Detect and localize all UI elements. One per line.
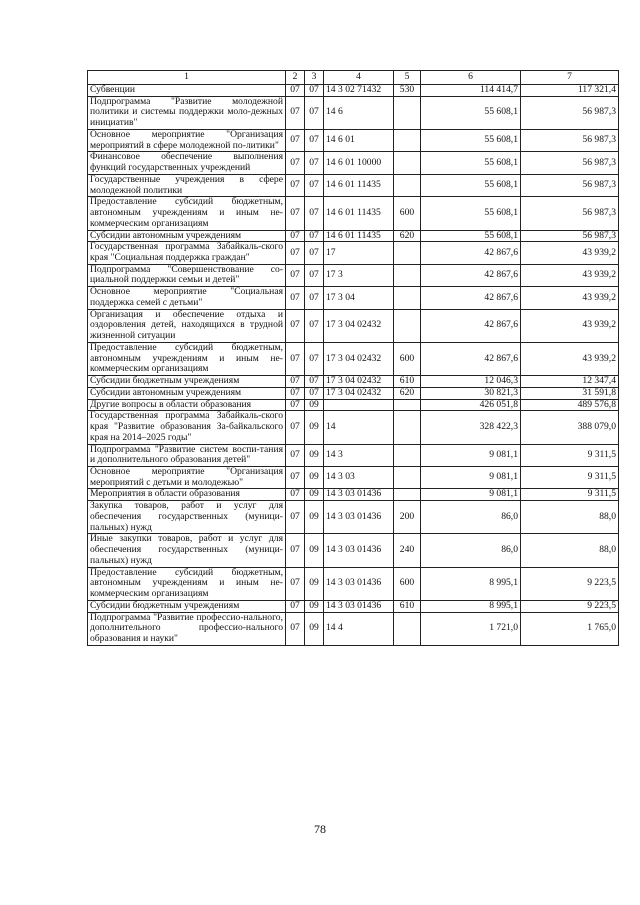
target-article-cell: 17 3 04 02432	[324, 387, 394, 399]
amount-second-year-cell: 43 939,2	[521, 342, 619, 375]
expense-type-cell	[394, 287, 421, 309]
table-row	[88, 264, 619, 286]
row-name-cell: Другие вопросы в области образования	[88, 399, 286, 411]
target-article-cell: 17	[324, 242, 394, 264]
section-code-cell: 07	[286, 387, 305, 399]
expense-type-cell	[394, 96, 421, 129]
row-name-cell: Субсидии автономным учреждениям	[88, 387, 286, 399]
expense-type-cell: 200	[394, 501, 421, 534]
amount-second-year-cell: 1 765,0	[521, 612, 619, 645]
header-cell: 3	[305, 71, 324, 85]
expense-type-cell: 620	[394, 230, 421, 242]
section-code-cell: 07	[286, 399, 305, 411]
row-name-cell: Подпрограмма "Развитие молодежной политики и системы поддержки моло-дежных инициатив"	[88, 96, 286, 129]
table-row	[88, 411, 619, 444]
subsection-code-cell: 07	[305, 197, 324, 230]
table-row	[88, 230, 619, 242]
row-name-cell: Основное мероприятие "Социальная поддержка семей с детьми"	[88, 287, 286, 309]
section-code-cell: 07	[286, 376, 305, 388]
expense-type-cell	[394, 174, 421, 196]
table-row	[88, 242, 619, 264]
amount-first-year-cell: 55 608,1	[421, 230, 521, 242]
section-code-cell: 07	[286, 309, 305, 342]
subsection-code-cell: 07	[305, 264, 324, 286]
amount-second-year-cell: 489 576,8	[521, 399, 619, 411]
expense-type-cell	[394, 489, 421, 501]
subsection-code-cell: 09	[305, 501, 324, 534]
amount-second-year-cell: 117 321,4	[521, 85, 619, 97]
table-row	[88, 197, 619, 230]
amount-second-year-cell: 9 311,5	[521, 489, 619, 501]
target-article-cell: 14 6 01 10000	[324, 152, 394, 174]
target-article-cell: 14 3 03 01436	[324, 567, 394, 600]
section-code-cell: 07	[286, 129, 305, 151]
subsection-code-cell: 09	[305, 612, 324, 645]
row-name-cell: Субсидии автономным учреждениям	[88, 230, 286, 242]
amount-first-year-cell: 55 608,1	[421, 129, 521, 151]
section-code-cell: 07	[286, 612, 305, 645]
table-row	[88, 444, 619, 466]
table-row	[88, 174, 619, 196]
table-row	[88, 342, 619, 375]
expense-type-cell: 530	[394, 85, 421, 97]
table-row	[88, 534, 619, 567]
row-name-cell: Предоставление субсидий бюджетным, автономным учреждениям и иным не-коммерческим организациям	[88, 342, 286, 375]
amount-first-year-cell: 55 608,1	[421, 174, 521, 196]
row-name-cell: Предоставление субсидий бюджетным, автономным учреждениям и иным не-коммерческим организациям	[88, 197, 286, 230]
expense-type-cell: 240	[394, 534, 421, 567]
subsection-code-cell: 09	[305, 567, 324, 600]
expense-type-cell	[394, 264, 421, 286]
header-cell: 5	[394, 71, 421, 85]
table-row	[88, 85, 619, 97]
section-code-cell: 07	[286, 174, 305, 196]
row-name-cell: Государственная программа Забайкаль-ского края "Развитие образования За-байкальского края на 2014–2025 годы"	[88, 411, 286, 444]
subsection-code-cell: 09	[305, 489, 324, 501]
row-name-cell: Основное мероприятие "Организация мероприятий с детьми и молодежью"	[88, 466, 286, 488]
table-row	[88, 501, 619, 534]
amount-second-year-cell: 56 987,3	[521, 197, 619, 230]
amount-second-year-cell: 388 079,0	[521, 411, 619, 444]
section-code-cell: 07	[286, 152, 305, 174]
target-article-cell: 14 3 03 01436	[324, 600, 394, 612]
amount-second-year-cell: 56 987,3	[521, 129, 619, 151]
subsection-code-cell: 07	[305, 129, 324, 151]
row-name-cell: Государственная программа Забайкаль-ского края "Социальная поддержка граждан"	[88, 242, 286, 264]
target-article-cell: 14 3 03 01436	[324, 501, 394, 534]
expense-type-cell: 610	[394, 376, 421, 388]
row-name-cell: Организация и обеспечение отдыха и оздоровления детей, находящихся в трудной жизненной ситуации	[88, 309, 286, 342]
target-article-cell: 14 3	[324, 444, 394, 466]
subsection-code-cell: 07	[305, 309, 324, 342]
target-article-cell	[324, 399, 394, 411]
subsection-code-cell: 07	[305, 376, 324, 388]
amount-first-year-cell: 55 608,1	[421, 152, 521, 174]
amount-second-year-cell: 43 939,2	[521, 242, 619, 264]
target-article-cell: 14 6 01 11435	[324, 197, 394, 230]
budget-table	[87, 70, 619, 646]
row-name-cell: Подпрограмма "Развитие систем воспи-тания и дополнительного образования детей"	[88, 444, 286, 466]
amount-second-year-cell: 12 347,4	[521, 376, 619, 388]
section-code-cell: 07	[286, 489, 305, 501]
amount-first-year-cell: 30 821,3	[421, 387, 521, 399]
amount-first-year-cell: 9 081,1	[421, 489, 521, 501]
amount-first-year-cell: 114 414,7	[421, 85, 521, 97]
table-row	[88, 399, 619, 411]
amount-first-year-cell: 42 867,6	[421, 309, 521, 342]
table-row	[88, 567, 619, 600]
amount-first-year-cell: 9 081,1	[421, 444, 521, 466]
row-name-cell: Мероприятия в области образования	[88, 489, 286, 501]
amount-second-year-cell: 43 939,2	[521, 287, 619, 309]
target-article-cell: 14 6	[324, 96, 394, 129]
section-code-cell: 07	[286, 85, 305, 97]
amount-first-year-cell: 8 995,1	[421, 600, 521, 612]
amount-first-year-cell: 86,0	[421, 501, 521, 534]
expense-type-cell	[394, 466, 421, 488]
table-row	[88, 612, 619, 645]
amount-first-year-cell: 86,0	[421, 534, 521, 567]
expense-type-cell	[394, 399, 421, 411]
row-name-cell: Предоставление субсидий бюджетным, автономным учреждениям и иным не-коммерческим организациям	[88, 567, 286, 600]
expense-type-cell: 620	[394, 387, 421, 399]
section-code-cell: 07	[286, 230, 305, 242]
expense-type-cell	[394, 309, 421, 342]
row-name-cell: Подпрограмма "Совершенствование со-циальной поддержки семьи и детей"	[88, 264, 286, 286]
subsection-code-cell: 09	[305, 600, 324, 612]
expense-type-cell: 600	[394, 342, 421, 375]
expense-type-cell	[394, 444, 421, 466]
subsection-code-cell: 07	[305, 152, 324, 174]
amount-first-year-cell: 12 046,3	[421, 376, 521, 388]
amount-first-year-cell: 42 867,6	[421, 287, 521, 309]
section-code-cell: 07	[286, 567, 305, 600]
target-article-cell: 14 3 03 01436	[324, 534, 394, 567]
amount-second-year-cell: 9 311,5	[521, 444, 619, 466]
row-name-cell: Иные закупки товаров, работ и услуг для обеспечения государственных (муници-пальных) нужд	[88, 534, 286, 567]
section-code-cell: 07	[286, 534, 305, 567]
amount-first-year-cell: 1 721,0	[421, 612, 521, 645]
amount-second-year-cell: 88,0	[521, 534, 619, 567]
amount-first-year-cell: 8 995,1	[421, 567, 521, 600]
amount-second-year-cell: 56 987,3	[521, 152, 619, 174]
table-header-row	[88, 71, 619, 85]
target-article-cell: 14 6 01	[324, 129, 394, 151]
subsection-code-cell: 07	[305, 242, 324, 264]
subsection-code-cell: 07	[305, 174, 324, 196]
expense-type-cell: 600	[394, 567, 421, 600]
amount-first-year-cell: 42 867,6	[421, 242, 521, 264]
section-code-cell: 07	[286, 600, 305, 612]
table-row	[88, 489, 619, 501]
subsection-code-cell: 07	[305, 342, 324, 375]
subsection-code-cell: 09	[305, 411, 324, 444]
table-row	[88, 152, 619, 174]
target-article-cell: 17 3 04 02432	[324, 342, 394, 375]
table-row	[88, 466, 619, 488]
section-code-cell: 07	[286, 501, 305, 534]
row-name-cell: Финансовое обеспечение выполнения функций государственных учреждений	[88, 152, 286, 174]
header-cell: 6	[421, 71, 521, 85]
page-number: 78	[314, 822, 326, 836]
section-code-cell: 07	[286, 242, 305, 264]
amount-first-year-cell: 426 051,8	[421, 399, 521, 411]
section-code-cell: 07	[286, 197, 305, 230]
amount-second-year-cell: 56 987,3	[521, 174, 619, 196]
subsection-code-cell: 07	[305, 96, 324, 129]
amount-second-year-cell: 31 591,8	[521, 387, 619, 399]
subsection-code-cell: 07	[305, 85, 324, 97]
amount-second-year-cell: 56 987,3	[521, 230, 619, 242]
amount-second-year-cell: 88,0	[521, 501, 619, 534]
target-article-cell: 17 3 04 02432	[324, 376, 394, 388]
target-article-cell: 14 3 03 01436	[324, 489, 394, 501]
section-code-cell: 07	[286, 444, 305, 466]
table-row	[88, 96, 619, 129]
section-code-cell: 07	[286, 466, 305, 488]
amount-second-year-cell: 43 939,2	[521, 309, 619, 342]
section-code-cell: 07	[286, 287, 305, 309]
expense-type-cell	[394, 612, 421, 645]
target-article-cell: 14	[324, 411, 394, 444]
amount-first-year-cell: 42 867,6	[421, 264, 521, 286]
header-cell: 1	[88, 71, 286, 85]
subsection-code-cell: 07	[305, 387, 324, 399]
row-name-cell: Субвенции	[88, 85, 286, 97]
amount-second-year-cell: 9 223,5	[521, 567, 619, 600]
subsection-code-cell: 07	[305, 287, 324, 309]
table-row	[88, 387, 619, 399]
row-name-cell: Государственные учреждения в сфере молодежной политики	[88, 174, 286, 196]
table-row	[88, 287, 619, 309]
target-article-cell: 17 3 04 02432	[324, 309, 394, 342]
row-name-cell: Основное мероприятие "Организация мероприятий в сфере молодежной по-литики"	[88, 129, 286, 151]
amount-second-year-cell: 43 939,2	[521, 264, 619, 286]
expense-type-cell	[394, 129, 421, 151]
amount-second-year-cell: 9 311,5	[521, 466, 619, 488]
expense-type-cell	[394, 242, 421, 264]
target-article-cell: 17 3 04	[324, 287, 394, 309]
section-code-cell: 07	[286, 96, 305, 129]
expense-type-cell	[394, 411, 421, 444]
section-code-cell: 07	[286, 411, 305, 444]
section-code-cell: 07	[286, 342, 305, 375]
expense-type-cell: 610	[394, 600, 421, 612]
subsection-code-cell: 09	[305, 444, 324, 466]
table-row	[88, 600, 619, 612]
table-row	[88, 309, 619, 342]
amount-first-year-cell: 9 081,1	[421, 466, 521, 488]
amount-first-year-cell: 55 608,1	[421, 197, 521, 230]
row-name-cell: Закупка товаров, работ и услуг для обеспечения государственных (муници-пальных) нужд	[88, 501, 286, 534]
table-row	[88, 129, 619, 151]
subsection-code-cell: 09	[305, 534, 324, 567]
section-code-cell: 07	[286, 264, 305, 286]
target-article-cell: 17 3	[324, 264, 394, 286]
subsection-code-cell: 09	[305, 466, 324, 488]
header-cell: 4	[324, 71, 394, 85]
table-row	[88, 376, 619, 388]
amount-second-year-cell: 56 987,3	[521, 96, 619, 129]
target-article-cell: 14 3 02 71432	[324, 85, 394, 97]
amount-first-year-cell: 328 422,3	[421, 411, 521, 444]
target-article-cell: 14 6 01 11435	[324, 230, 394, 242]
target-article-cell: 14 4	[324, 612, 394, 645]
amount-first-year-cell: 55 608,1	[421, 96, 521, 129]
amount-second-year-cell: 9 223,5	[521, 600, 619, 612]
row-name-cell: Субсидии бюджетным учреждениям	[88, 376, 286, 388]
target-article-cell: 14 6 01 11435	[324, 174, 394, 196]
subsection-code-cell: 07	[305, 230, 324, 242]
amount-first-year-cell: 42 867,6	[421, 342, 521, 375]
expense-type-cell	[394, 152, 421, 174]
header-cell: 7	[521, 71, 619, 85]
subsection-code-cell: 09	[305, 399, 324, 411]
header-cell: 2	[286, 71, 305, 85]
row-name-cell: Субсидии бюджетным учреждениям	[88, 600, 286, 612]
expense-type-cell: 600	[394, 197, 421, 230]
row-name-cell: Подпрограмма "Развитие профессио-нального, дополнительного профессио-нального образования и науки"	[88, 612, 286, 645]
target-article-cell: 14 3 03	[324, 466, 394, 488]
